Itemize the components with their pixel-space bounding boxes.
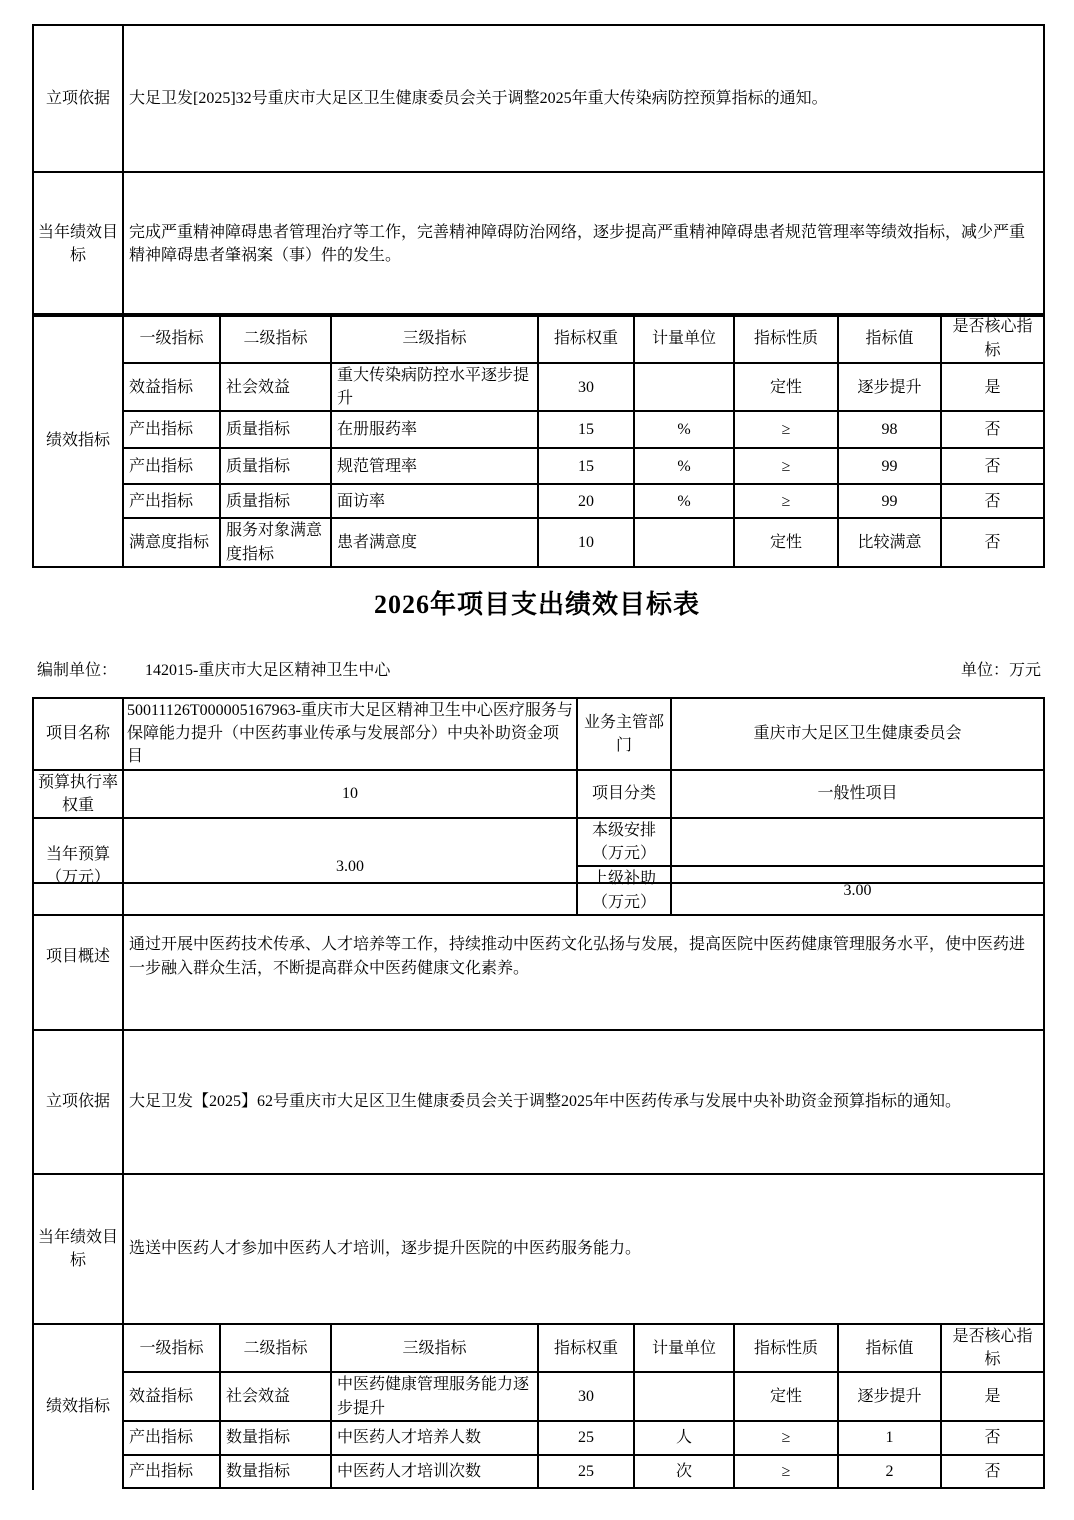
indicator-cell: 否 [941,484,1044,518]
indicator-cell: 产出指标 [123,411,220,448]
indicator-cell: 99 [838,484,941,518]
indicator-cell: 20 [538,484,634,518]
superior-subsidy-value: 3.00 [671,866,1044,914]
indicator-cell: 产出指标 [123,1421,220,1455]
header-cell: 三级指标 [331,1324,538,1372]
indicator-cell: ≥ [734,1421,838,1455]
local-arrangement-label: 本级安排（万元） [577,818,671,866]
indicator-row [33,484,1044,518]
indicator-cell: 次 [634,1455,734,1488]
table-row [33,1174,1044,1324]
budget-rate-value: 10 [123,770,577,818]
target-text: 完成严重精神障碍患者管理治疗等工作，完善精神障碍防治网络，逐步提高严重精神障碍患者规范管理率等绩效指标，减少严重精神障碍患者肇祸案（事）件的发生。 [123,172,1044,316]
indicator-cell [634,363,734,411]
indicator-cell: 中医药健康管理服务能力逐步提升 [331,1372,538,1420]
indicator-cell: 2 [838,1455,941,1488]
indicator-cell: 10 [538,518,634,566]
indicator-header-row [33,1324,1044,1372]
header-cell: 一级指标 [123,314,220,363]
top-table [32,24,1045,317]
indicator-cell: 效益指标 [123,1372,220,1420]
indicator-cell: 是 [941,363,1044,411]
main-indicator-table [32,1323,1045,1489]
indicator-row [33,1372,1044,1420]
meta-line [37,657,1041,680]
basis-label: 立项依据 [33,25,123,172]
year-budget-label: 当年预算（万元） [33,818,123,915]
category-label: 项目分类 [577,770,671,818]
indicator-cell: 质量指标 [220,411,331,448]
indicator-cell: 数量指标 [220,1421,331,1455]
indicator-cell: 重大传染病防控水平逐步提升 [331,363,538,411]
indicator-row [33,1455,1044,1488]
indicator-cell: 25 [538,1421,634,1455]
indicator-section-label: 绩效指标 [33,314,123,567]
indicator-cell: 数量指标 [220,1455,331,1488]
header-cell: 指标权重 [538,1324,634,1372]
indicator-cell: ≥ [734,484,838,518]
prepared-by-label: 编制单位： [37,662,118,679]
header-cell: 是否核心指标 [941,314,1044,363]
header-cell: 指标值 [838,314,941,363]
indicator-cell: 否 [941,1421,1044,1455]
table-row [33,172,1044,316]
header-cell: 指标权重 [538,314,634,363]
indicator-cell: 30 [538,363,634,411]
indicator-cell: 满意度指标 [123,518,220,566]
dept-value: 重庆市大足区卫生健康委员会 [671,698,1044,770]
indicator-cell: 定性 [734,518,838,566]
indicator-cell: 定性 [734,1372,838,1420]
indicator-cell: % [634,448,734,484]
indicator-cell: 98 [838,411,941,448]
indicator-cell: 质量指标 [220,448,331,484]
table-row [33,883,1044,1030]
dept-label: 业务主管部门 [577,698,671,770]
indicator-cell: 25 [538,1455,634,1488]
indicator-cell: ≥ [734,411,838,448]
header-cell: 二级指标 [220,314,331,363]
indicator-cell: 产出指标 [123,1455,220,1488]
indicator-cell: 否 [941,518,1044,566]
indicator-cell: 服务对象满意度指标 [220,518,331,566]
indicator-cell: 社会效益 [220,363,331,411]
indicator-cell: 15 [538,411,634,448]
year-budget-value: 3.00 [123,818,577,915]
indicator-cell: 人 [634,1421,734,1455]
local-arrangement-value [671,818,1044,866]
indicator-row [33,1421,1044,1455]
header-cell: 一级指标 [123,1324,220,1372]
indicator-cell: 产出指标 [123,484,220,518]
indicator-cell: 定性 [734,363,838,411]
indicator-cell: 效益指标 [123,363,220,411]
indicator-row [33,518,1044,566]
target-label: 当年绩效目标 [33,1174,123,1324]
budget-rate-label: 预算执行率权重 [33,770,123,818]
indicator-row [33,448,1044,484]
page-title: 2026年项目支出绩效目标表 [373,590,700,619]
indicator-cell: % [634,411,734,448]
indicator-cell: 逐步提升 [838,363,941,411]
header-cell: 计量单位 [634,1324,734,1372]
indicator-cell: 规范管理率 [331,448,538,484]
header-cell: 指标值 [838,1324,941,1372]
indicator-cell: 患者满意度 [331,518,538,566]
category-value: 一般性项目 [671,770,1044,818]
indicator-cell: 逐步提升 [838,1372,941,1420]
indicator-cell: 社会效益 [220,1372,331,1420]
project-text-table [32,882,1045,1325]
indicator-cell: 产出指标 [123,448,220,484]
indicator-cell: 30 [538,1372,634,1420]
target-text: 选送中医药人才参加中医药人才培训，逐步提升医院的中医药服务能力。 [123,1174,1044,1324]
indicator-cell: 否 [941,448,1044,484]
indicator-cell: 中医药人才培训次数 [331,1455,538,1488]
indicator-cell: 否 [941,411,1044,448]
indicator-cell: 99 [838,448,941,484]
basis-text: 大足卫发[2025]32号重庆市大足区卫生健康委员会关于调整2025年重大传染病防控预算指标的通知。 [123,25,1044,172]
indicator-cell: 否 [941,1455,1044,1488]
superior-subsidy-label: 上级补助（万元） [577,866,671,914]
header-cell: 二级指标 [220,1324,331,1372]
table-border-stub [32,1481,34,1490]
header-cell: 指标性质 [734,314,838,363]
basis-text: 大足卫发【2025】62号重庆市大足区卫生健康委员会关于调整2025年中医药传承与发展中央补助资金预算指标的通知。 [123,1030,1044,1174]
indicator-cell: % [634,484,734,518]
indicator-cell: 15 [538,448,634,484]
overview-text: 通过开展中医药技术传承、人才培养等工作，持续推动中医药文化弘扬与发展，提高医院中医药健康管理服务水平，使中医药进一步融入群众生活，不断提高群众中医药健康文化素养。 [123,883,1044,1030]
indicator-cell: 是 [941,1372,1044,1420]
indicator-cell: ≥ [734,1455,838,1488]
indicator-cell [634,518,734,566]
project-name-value: 50011126T000005167963-重庆市大足区精神卫生中心医疗服务与保障能力提升（中医药事业传承与发展部分）中央补助资金项目 [123,698,577,770]
basis-label: 立项依据 [33,1030,123,1174]
top-indicator-table [32,313,1045,568]
indicator-cell: 1 [838,1421,941,1455]
indicator-row [33,363,1044,411]
indicator-cell: 在册服药率 [331,411,538,448]
table-row [33,698,1044,770]
indicator-cell: 中医药人才培养人数 [331,1421,538,1455]
indicator-section-label: 绩效指标 [33,1324,123,1488]
table-row [33,818,1044,866]
indicator-cell [634,1372,734,1420]
header-cell: 三级指标 [331,314,538,363]
header-cell: 指标性质 [734,1324,838,1372]
project-name-label: 项目名称 [33,698,123,770]
unit-label: 单位：万元 [960,662,1041,679]
target-label: 当年绩效目标 [33,172,123,316]
indicator-cell: 质量指标 [220,484,331,518]
table-row [33,25,1044,172]
table-row [33,1030,1044,1174]
prepared-by-value: 142015-重庆市大足区精神卫生中心 [145,662,391,679]
indicator-cell: ≥ [734,448,838,484]
table-row [33,770,1044,818]
indicator-row [33,411,1044,448]
indicator-cell: 比较满意 [838,518,941,566]
indicator-header-row [33,314,1044,363]
header-cell: 是否核心指标 [941,1324,1044,1372]
header-cell: 计量单位 [634,314,734,363]
overview-label: 项目概述 [33,883,123,1030]
indicator-cell: 面访率 [331,484,538,518]
